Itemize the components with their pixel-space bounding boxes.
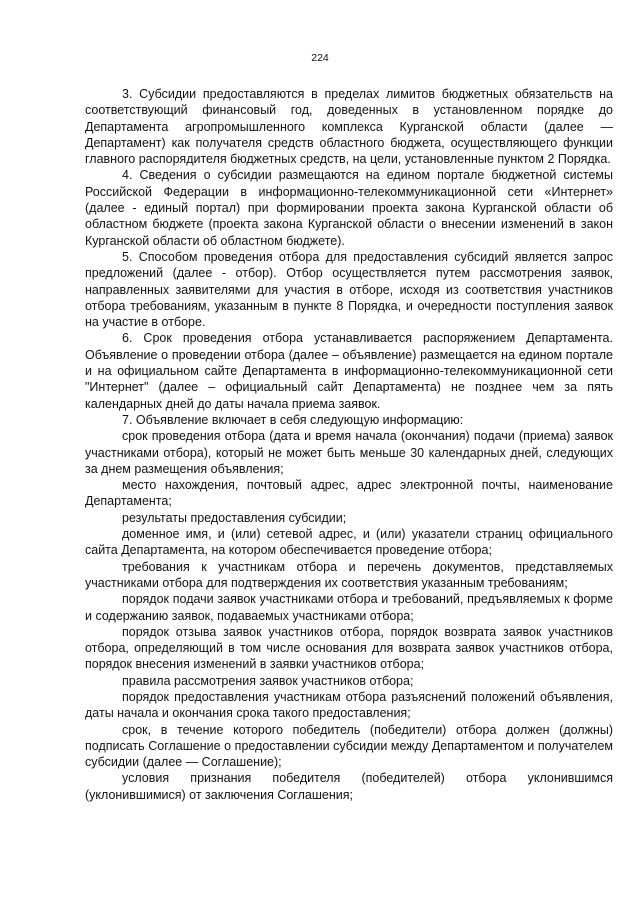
list-item-results: результаты предоставления субсидии; [122,510,347,525]
list-item-address: место нахождения, почтовый адрес, адрес электронной почты, наименование Департамента; [85,478,613,509]
list-item-requirements: требования к участникам отбора и перечень документов, представляемых участниками отбора для подтверждения их соответствия указанным требованиям; [85,559,613,590]
document-body [85,86,613,803]
list-item-deadline: срок проведения отбора (дата и время начала (окончания) подачи (приема) заявок участниками отбора), который не может быть меньше 30 календарных дней, следующих за днем размещения объявления; [85,429,613,476]
list-item-website: доменное имя, и (или) сетевой адрес, и (или) указатели страниц официального сайта Департамента, на котором обеспечивается проведение отбора; [85,527,613,558]
list-item-signing-deadline: срок, в течение которого победитель (победители) отбора должен (должны) подписать Соглашение о предоставлении субсидии между Департаментом и получателем субсидии (далее — Соглашение); [85,722,613,770]
list-item-review-rules: правила рассмотрения заявок участников отбора; [122,673,414,688]
paragraph-7: 7. Объявление включает в себя следующую информацию: [122,412,464,427]
paragraph-5: 5. Способом проведения отбора для предоставления субсидий является запрос предложений (далее - отбор). Отбор осуществляется путем рассмотрения заявок, направленных заявителями для участия в отборе, исходя из соответствия участников отбора требованиям, указанным в пункте 8 Порядка, и очередности поступления заявок на участие в отборе. [85,249,613,330]
paragraph-3: 3. Субсидии предоставляются в пределах лимитов бюджетных обязательств на соответствующий финансовый год, доведенных в установленном порядке до Департамента агропромышленного комплекса Курганской области (далее — Департамент) как получателя средств областного бюджета, осуществляющего функции главного распорядителя бюджетных средств, на цели, установленные пунктом 2 Порядка. [85,87,613,167]
list-item-clarifications: порядок предоставления участникам отбора разъяснений положений объявления, даты начала и окончания срока такого предоставления; [85,689,613,721]
paragraph-4: 4. Сведения о субсидии размещаются на едином портале бюджетной системы Российской Федерации в информационно-телекоммуникационной сети «Интернет» (далее - единый портал) при формировании проекта закона Курганской области об областном бюджете (проекта закона Курганской области о внесении изменений в закон Курганской области об областном бюджете). [85,168,613,248]
list-item-evasion-conditions: условия признания победителя (победителей) отбора уклонившимся (уклонившимися) от заключения Соглашения; [85,771,613,802]
list-item-withdrawal: порядок отзыва заявок участников отбора, порядок возврата заявок участников отбора, определяющий в том числе основания для возврата заявок участников отбора, порядок внесения изменений в заявки участников отбора; [85,624,613,672]
list-item-submission: порядок подачи заявок участниками отбора и требований, предъявляемых к форме и содержанию заявок, подаваемых участниками отбора; [85,592,613,623]
paragraph-6: 6. Срок проведения отбора устанавливается распоряжением Департамента. Объявление о проведении отбора (далее – объявление) размещается на едином портале и на официальном сайте Департамента в информационно-телекоммуникационной сети "Интернет" (далее – официальный сайт Департамента) не позднее чем за пять календарных дней до даты начала приема заявок. [85,331,613,411]
page-number: 224 [311,52,329,64]
